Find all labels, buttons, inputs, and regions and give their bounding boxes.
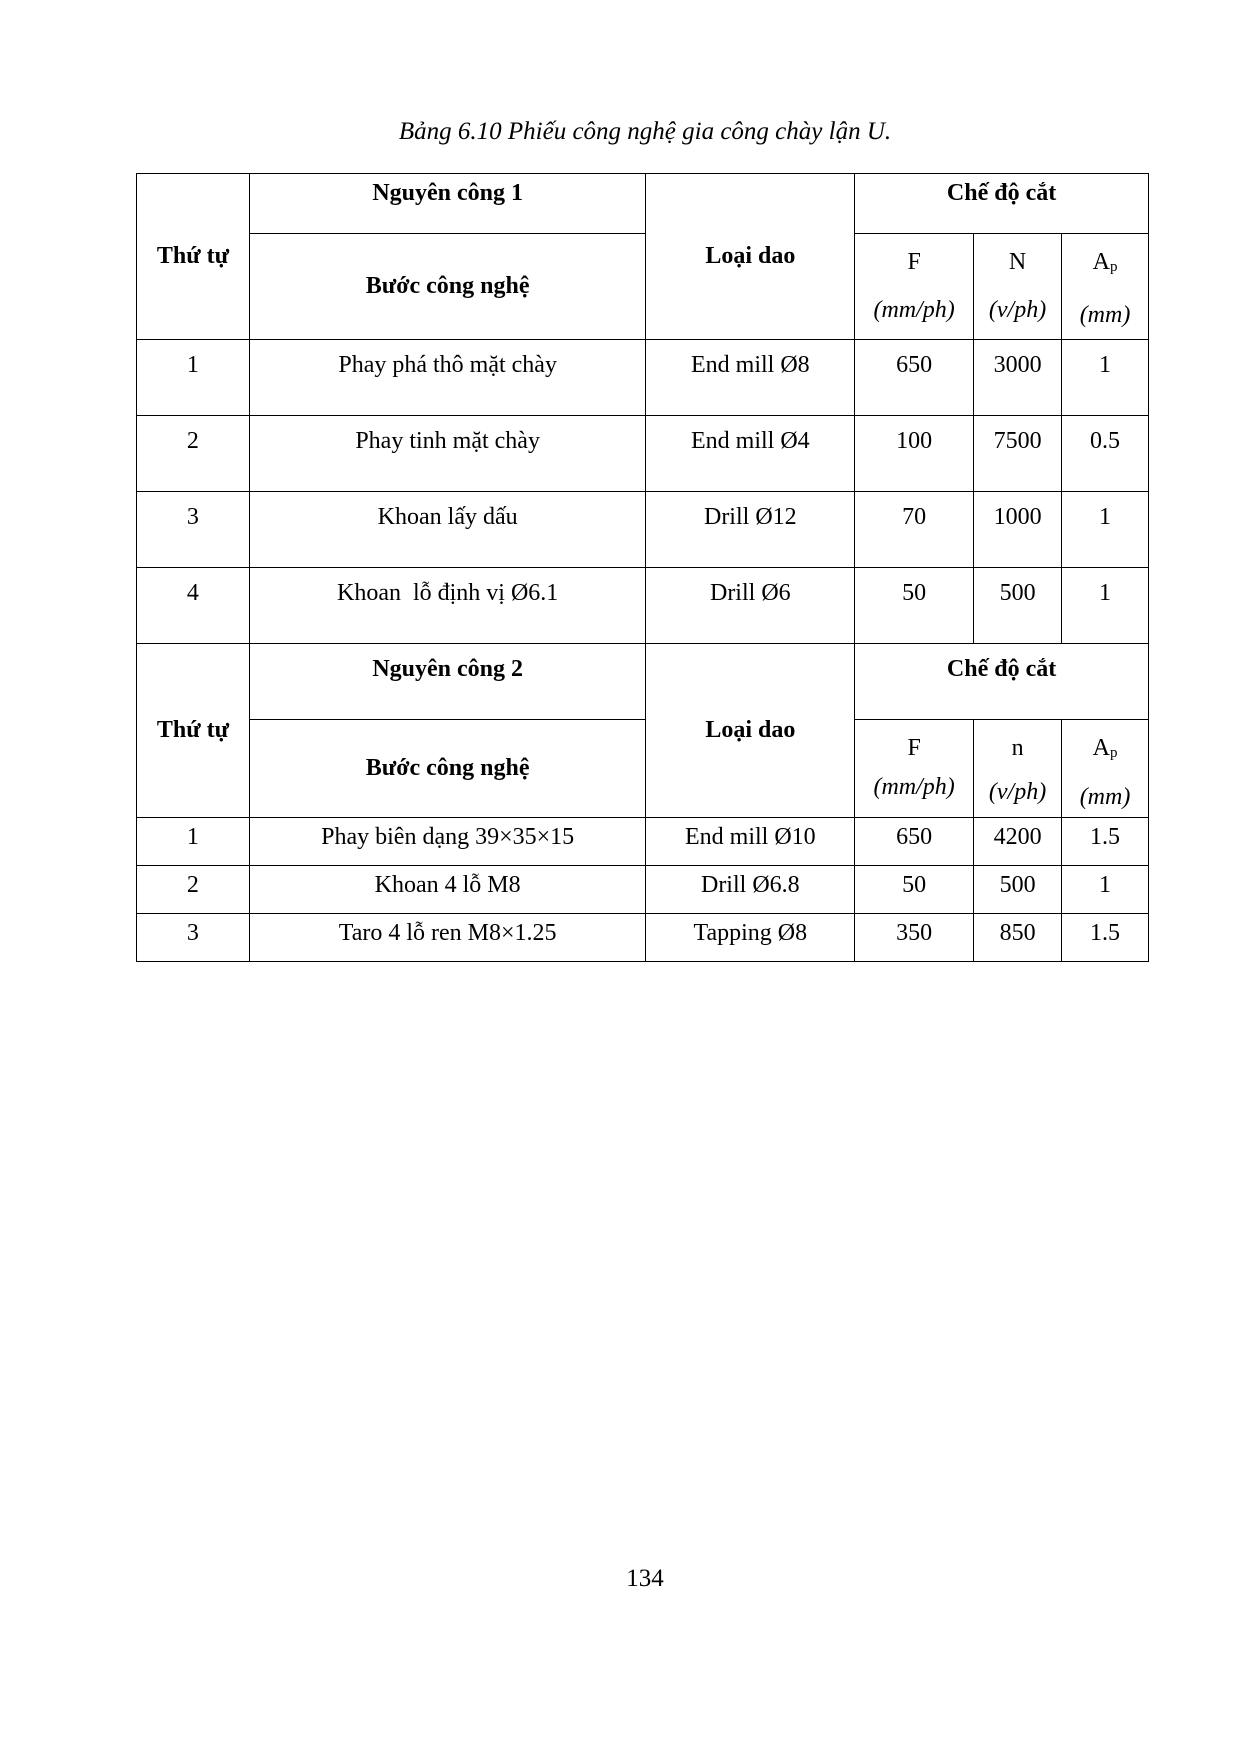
row-feed: 650 [855,818,974,866]
table-row [137,416,1149,492]
row-step: Khoan lấy dấu [249,492,646,568]
row-feed: 50 [855,568,974,644]
row-order: 2 [137,866,250,914]
row-step: Khoan lỗ định vị Ø6.1 [249,568,646,644]
header-step-2: Bước công nghệ [249,720,646,818]
table-row [137,866,1149,914]
row-speed: 3000 [974,340,1062,416]
depth-unit: (mm) [1079,302,1131,328]
row-step: Khoan 4 lỗ M8 [249,866,646,914]
row-depth: 1 [1062,340,1149,416]
speed-symbol: n [1011,735,1024,761]
header-feed-2 [855,720,974,818]
header-step: Bước công nghệ [249,234,646,340]
speed-unit: (v/ph) [988,297,1047,323]
depth-unit: (mm) [1079,784,1131,810]
table-row [137,914,1149,962]
speed-symbol: N [1008,249,1027,275]
row-feed: 50 [855,866,974,914]
row-order: 3 [137,492,250,568]
row-tool: End mill Ø10 [646,818,855,866]
header-operation-2: Nguyên công 2 [249,644,646,720]
row-depth: 1 [1062,568,1149,644]
speed-unit: (v/ph) [988,779,1047,805]
row-order: 1 [137,340,250,416]
feed-symbol: F [907,735,921,761]
table-row [137,492,1149,568]
row-tool: Drill Ø6 [646,568,855,644]
row-step: Phay phá thô mặt chày [249,340,646,416]
header-cutting-mode-2: Chế độ cắt [855,644,1149,720]
row-depth: 1 [1062,492,1149,568]
table-caption: Bảng 6.10 Phiếu công nghệ gia công chày lận U. [398,118,892,145]
row-step: Taro 4 lỗ ren M8×1.25 [249,914,646,962]
depth-symbol: $A_p$ [1092,249,1118,275]
row-tool: Drill Ø12 [646,492,855,568]
row-speed: 7500 [974,416,1062,492]
row-speed: 1000 [974,492,1062,568]
row-speed: 4200 [974,818,1062,866]
feed-symbol: F [907,249,921,275]
header-tool-2: Loại dao [646,644,855,818]
row-depth: 1.5 [1062,818,1149,866]
table-row [137,818,1149,866]
header-order-2: Thứ tự [137,644,250,818]
header-depth-2 [1062,720,1149,818]
row-feed: 70 [855,492,974,568]
table-row [137,340,1149,416]
row-speed: 500 [974,568,1062,644]
row-tool: Drill Ø6.8 [646,866,855,914]
row-order: 3 [137,914,250,962]
row-feed: 100 [855,416,974,492]
row-feed: 350 [855,914,974,962]
header-speed-2 [974,720,1062,818]
row-depth: 1.5 [1062,914,1149,962]
feed-unit: (mm/ph) [873,297,955,323]
row-depth: 1 [1062,866,1149,914]
row-order: 1 [137,818,250,866]
row-tool: End mill Ø4 [646,416,855,492]
row-feed: 650 [855,340,974,416]
row-speed: 500 [974,866,1062,914]
page-number: 134 [626,1565,664,1592]
row-order: 4 [137,568,250,644]
row-tool: End mill Ø8 [646,340,855,416]
table-row [137,568,1149,644]
process-sheet-table [136,173,1149,962]
header-tool: Loại dao [646,174,855,340]
row-depth: 0.5 [1062,416,1149,492]
header-cutting-mode: Chế độ cắt [855,174,1149,234]
header-depth [1062,234,1149,340]
row-speed: 850 [974,914,1062,962]
header-speed [974,234,1062,340]
feed-unit: (mm/ph) [873,774,955,800]
row-step: Phay biên dạng 39×35×15 [249,818,646,866]
header-order: Thứ tự [137,174,250,340]
header-feed [855,234,974,340]
depth-symbol: $A_p$ [1092,735,1118,761]
row-order: 2 [137,416,250,492]
row-step: Phay tinh mặt chày [249,416,646,492]
header-operation-1: Nguyên công 1 [249,174,646,234]
row-tool: Tapping Ø8 [646,914,855,962]
